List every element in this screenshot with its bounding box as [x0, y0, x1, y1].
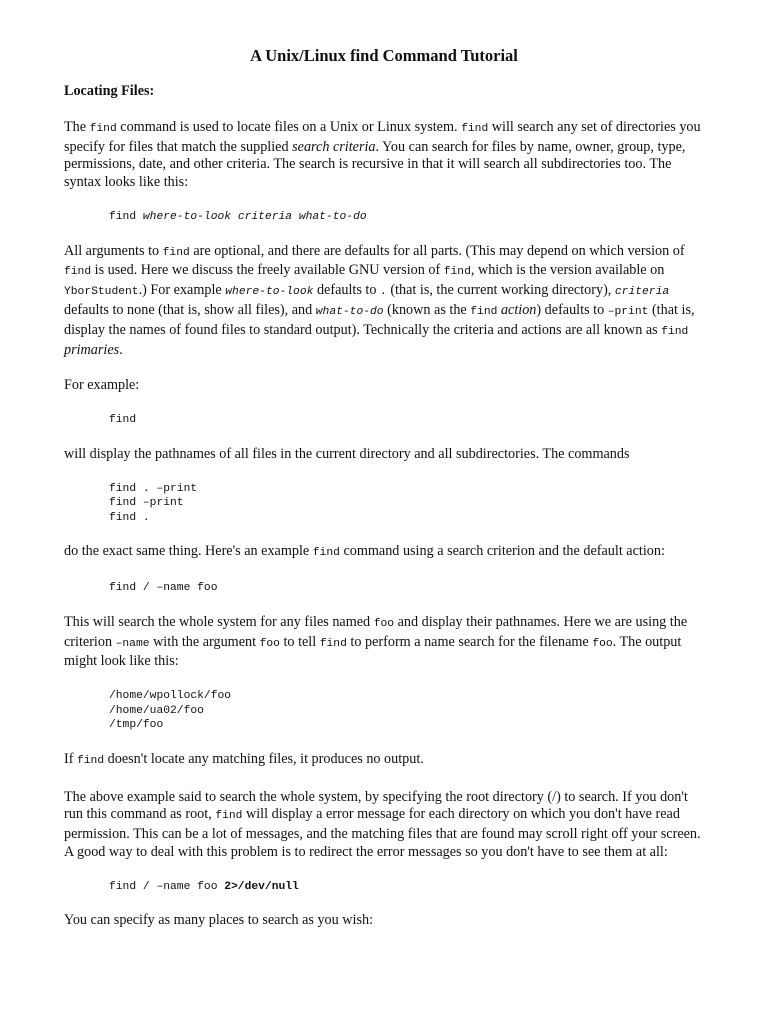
- intro-paragraph: The find command is used to locate files on a Unix or Linux system. find will search any set of directories you specify for files that match the supplied search criteria. You can search for files by name, owner, group, type, permissions, date, and other criteria. The search is recursive in that it will search all subdirectories too. The syntax looks like this:: [64, 118, 701, 191]
- section-heading: Locating Files:: [64, 83, 155, 99]
- code-line: /home/wpollock/foo: [109, 690, 232, 703]
- code-block-output: [109, 689, 704, 733]
- code-block-commands: [109, 482, 704, 526]
- multiple-places-paragraph: You can specify as many places to search as you wish:: [64, 912, 374, 929]
- code-block-name-search: find / –name foo: [109, 582, 218, 595]
- no-output-paragraph: If find doesn't locate any matching files, it produces no output.: [64, 750, 424, 767]
- root-search-paragraph: The above example said to search the whole system, by specifying the root directory (/) to search. If you don't run this command as root, find will display a error message for each directory on which you don't have read permission. This can be a lot of messages, and the matching files that are found may scroll right off your screen. A good way to deal with this problem is to redirect the error messages so you don't have to see them at all:: [64, 788, 701, 861]
- code-line: /home/ua02/foo: [109, 704, 204, 717]
- name-search-paragraph: This will search the whole system for any files named foo and display their pathnames. Here we are using the criterion –name with the argument foo to tell find to perform a name search for the filename foo. The output might look like this:: [64, 613, 688, 670]
- code-line: /tmp/foo: [109, 719, 164, 732]
- code-line: find . –print: [109, 482, 198, 495]
- page-title: A Unix/Linux find Command Tutorial: [250, 46, 518, 65]
- code-line: find .: [109, 511, 150, 524]
- code-line: find –print: [109, 497, 184, 510]
- same-thing-paragraph: do the exact same thing. Here's an example find command using a search criterion and the default action:: [64, 543, 665, 560]
- code-block-redirect: find / –name foo 2>/dev/null: [109, 880, 299, 893]
- for-example-paragraph: For example:: [64, 377, 140, 394]
- document-page: [64, 46, 704, 930]
- syntax-code-block: find where-to-look criteria what-to-do: [109, 210, 367, 223]
- display-paragraph: will display the pathnames of all files in the current directory and all subdirectories. The commands: [64, 445, 630, 462]
- code-block-find: find: [109, 414, 137, 427]
- defaults-paragraph: All arguments to find are optional, and there are defaults for all parts. (This may depend on which version of find is used. Here we discuss the freely available GNU version of find, which is the version available on YborStudent.) For example where-to-look defaults to . (that is, the current working directory), criteria defaults to none (that is, show all files), and what-to-do (known as the find action) defaults to –print (that is, display the names of found files to standard output). Technically the criteria and actions are all known as find primaries.: [64, 242, 695, 358]
